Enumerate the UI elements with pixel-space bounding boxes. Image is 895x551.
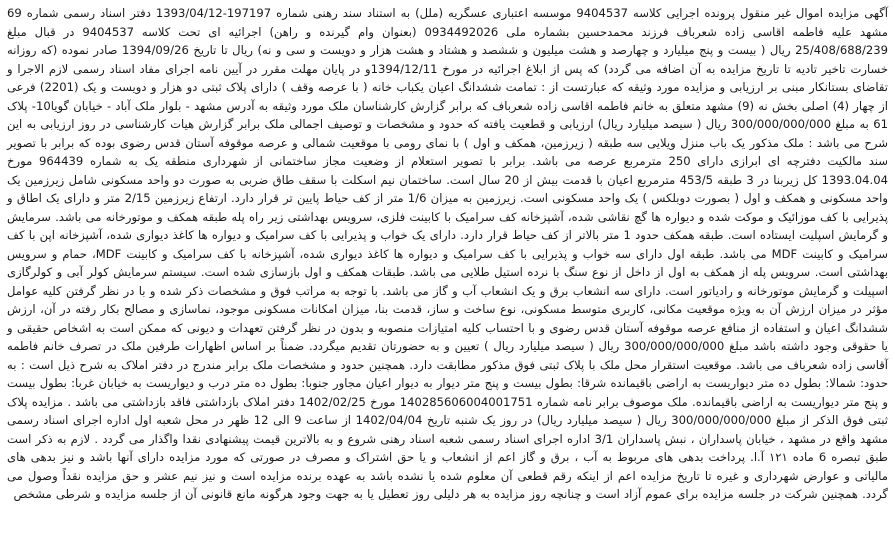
notice-body: آگهی مزایده اموال غیر منقول پرونده اجرایی کلاسه 9404537 موسسه اعتباری عسگریه (ملل) به استناد سند رهنی شماره 197197-1393/04/12 دفتر اسناد رسمی شماره 69 مشهد علیه فاطمه اقاسی زاده شعرباف فرزند محمدحسین بشماره ملی 0934492026 (بعنوان وام گیرنده و راهن) اجرائیه ای تحت کلاسه 9404537 در قبال مبلغ 25/408/688/239 ریال ( بیست و پنج میلیارد و چهارصد و هشت میلیون و ششصد و هشتاد و هشت هزار و دویست و سی و نه) ریال تا تاریخ 1394/09/26 صادر نموده (که روزانه خسارت تاخیر تادیه تا تاریخ مزایده به آن اضافه می گردد) که پس از ابلاغ اجرائیه در مورخ 1394/12/11و در پایان مهلت مقرر در آیین نامه اجرای مفاد اسناد رسمی لازم الاجرا و تقاضای بستانکار مبنی بر ارزیابی و مزایده مورد وثیقه که عبارتست از : تمامت ششدانگ اعیان یکباب خانه ( با عرصه وقف ) دارای پلاک ثبتی دو هزار و دویست و یک (2201) فرعی از چهار (4) اصلی بخش نه (9) مشهد متعلق به خانم فاطمه اقاسی زاده شعرباف که برابر گزارش کارشناسان ملک مورد وثیقه به آدرس مشهد - بلوار ملک آباد - خیابان گویا10- پلاک 61 به مبلغ 300/000/000/000 ریال ( سیصد میلیارد ریال) ارزیابی و قطعیت یافته که حدود و مشخصات و توصیف اجمالی ملک برابر گزارش هیات کارشناسی در روز ارزیابی به این شرح می باشد : ملک مذکور یک باب منزل ویلایی سه طبقه ( زیرزمین، همکف و اول ) با نمای رومی با موقعیت شمالی و عرصه موقوفه آستان قدس رضوی بوده که برابر با تصویر سند مالکیت دفترچه ای ابرازی دارای 250 مترمربع عرصه می باشد. برابر با تصویر استعلام از وضعیت مجاز ساختمانی از شهرداری منطقه یک به شماره 964439 مورخ 1393.04.04 کل زیربنا در 3 طبقه 453/5 مترمربع اعیان با قدمت بیش از 20 سال است. ساختمان نیم اسکلت با سقف طاق ضربی به صورت دو واحد مسکونی شامل زیرزمین یک واحد مسکونی و همکف و اول ( بصورت دوبلکس ) یک واحد مسکونی است. زیرزمین به میزان 1/6 متر از کف حیاط پایین تر قرار دارد. ارتفاع زیرزمین 2/15 متر و دارای یک اطاق و پذیرایی با کف موزائیک و موکت شده و دیواره ها گچ نقاشی شده، آشپزخانه کف سرامیک با کابینت فلزی، سرویس بهداشتی زیر راه پله طبقه همکف و موتورخانه می باشد. سرمایش و گرمایش اسپلیت ایستاده است. طبقه همکف حدود 1 متر بالاتر از کف حیاط قرار دارد. دارای یک خواب و پذیرایی با کف سرامیک و دیواره ها کاغذ دیواری شده، آشپزخانه اپن با کف سرامیک و کابینت MDF می باشد. طبقه اول دارای سه خواب و پذیرایی با کف سرامیک و دیواره ها کاغذ دیواری شده، آشپزخانه با کف سرامیک و کابینت MDF، حمام و سرویس بهداشتی است. سرویس پله از همکف به اول از داخل از نوع سنگ با نرده استیل طلایی می باشد. طبقات همکف و اول بازسازی شده است. سیستم سرمایش کولر آبی و کولرگازی اسپیلت و گرمایش موتورخانه و رادیاتور است. دارای سه انشعاب برق و یک انشعاب آب و گاز می باشد. با توجه به مراتب فوق و مشخصات ذکر شده و با در نظر گرفتن کلیه عوامل مؤثر در میزان ارزش آن به ویژه موقعیت مکانی، کاربری متوسط مسکونی، نوع ساخت و ساز، قدمت بنا، میزان امکانات مسکونی موجود، نماسازی و مصالح بکار رفته در آن، ارزش ششدانگ اعیان و استفاده از منافع عرصه موقوفه آستان قدس رضوی و با احتساب کلیه امتیازات منصوبه و بدون در نظر گرفتن تعهدات و دیونی که ممکن است به اشخاص حقیقی و یا حقوقی وجود داشته باشد مبلغ 300/000/000/000 ریال ( سیصد میلیارد ریال ) تعیین و به حضورتان تقدیم میگردد. ضمناً بر اساس اظهارات طرفین ملک در تصرف خانم فاطمه آقاسی زاده شعرباف می باشد. موقعیت استقرار محل ملک با پلاک ثبتی فوق مذکور مطابقت دارد. همچنین حدود و مشخصات ملک برابر مندرج در دفتر املاک به شرح ذیل است : به حدود: شمالا: بطول ده متر دیواریست به اراضی باقیمانده شرقا: بطول بیست و پنج متر دیوار به دیوار اعیان مجاور جنوبا: بطول ده متر درب و دیواریست به خیابان غربا: بطول بیست و پنج متر دیواریست به اراضی باقیمانده. ملک موصوف برابر نامه شماره 140285606004001751 مورخ 1402/02/25 دفتر املاک بازداشتی فاقد بازداشتی می باشد . مزایده پلاک ثبتی فوق الذکر از مبلغ 300/000/000/000 ریال ( سیصد میلیارد ریال) در روز یک شنبه تاریخ 1402/04/04 از ساعت 9 الی 12 ظهر در محل شعبه اول اداره اجرای اسناد رسمی مشهد واقع در مشهد ، خیابان پاسداران ، نبش پاسداران 3/1 اداره اجرای اسناد رسمی شعبه اسناد رهنی شروع و به بالاترین قیمت پیشنهادی نقدا واگذار می گردد . لازم به ذکر است طبق تبصره 6 ماده ۱۲۱ آ.ا. پرداخت بدهی های مربوط به آب ، برق و گاز اعم از انشعاب و یا حق اشتراک و مصرف در صورتی که مورد مزایده دارای آنها باشد و نیز بدهی های مالیاتی و عوارض شهرداری و غیره تا تاریخ مزایده اعم از اینکه رقم قطعی آن معلوم شده یا نشده باشد به عهده برنده مزایده است و نیز نیم عشر و حق مزایده نقداً وصول می گردد. همچنین شرکت در جلسه مزایده برای عموم آزاد است و چنانچه روز مزایده به هر دلیلی روز تعطیل یا به جهت وجود هرگونه مانع قانونی آن از جلسه مزایده و شرطی مشخص (7, 6, 889, 501)
